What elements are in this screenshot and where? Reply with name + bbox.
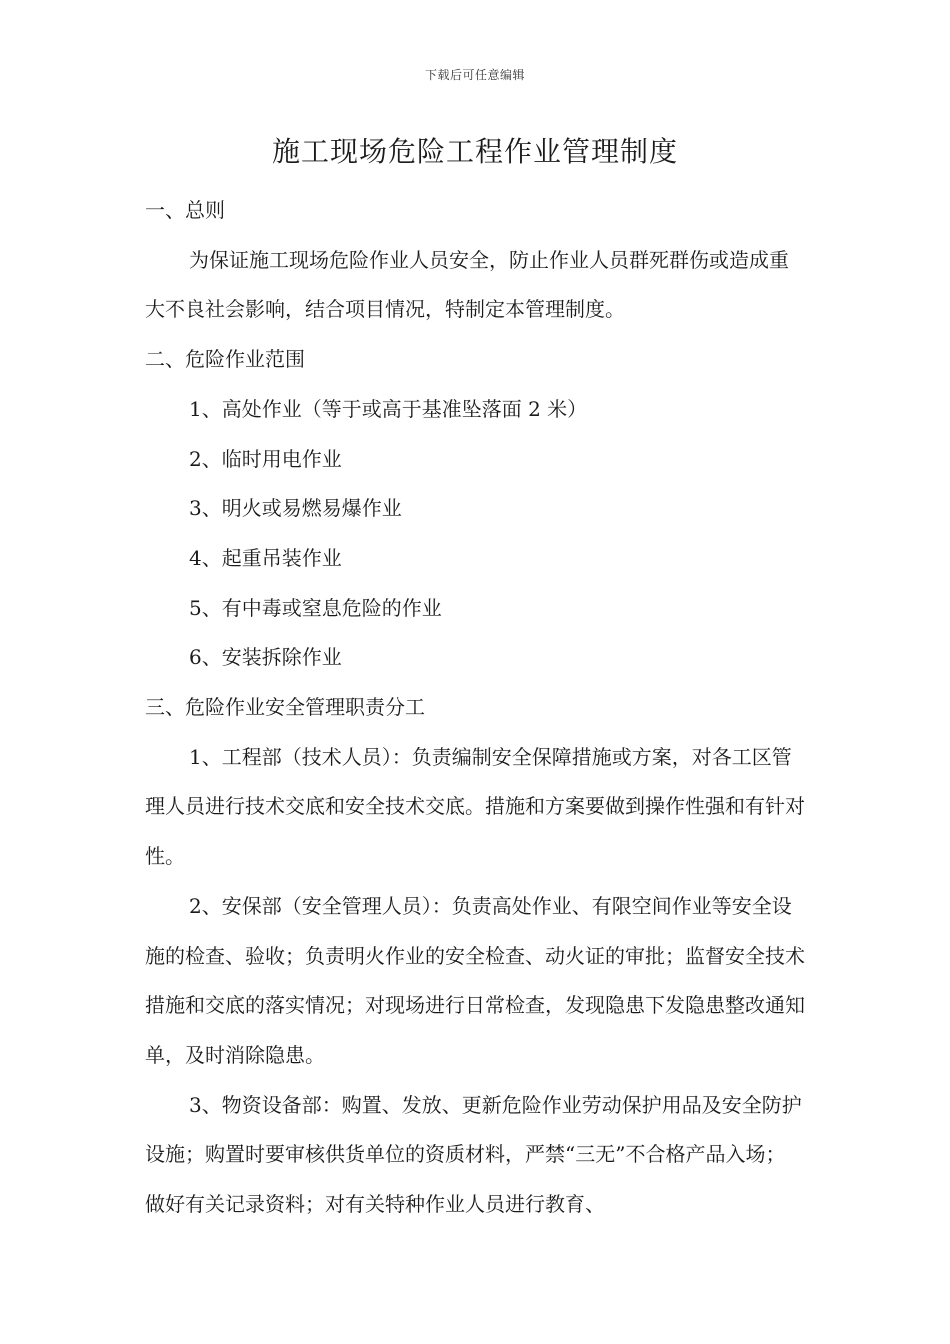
section-heading-responsibilities: 三、危险作业安全管理职责分工 xyxy=(145,695,425,720)
section-heading-general: 一、总则 xyxy=(145,198,225,222)
responsibility-paragraph: 3、物资设备部：购置、发放、更新危险作业劳动保护用品及安全防护设施；购置时要审核供货单位的资质材料，严禁“三无”不合格产品入场；做好有关记录资料；对有关特种作业人员进行教育、 xyxy=(145,1092,802,1217)
scope-item: 1、高处作业（等于或高于基准坠落面 2 米） xyxy=(189,396,588,421)
general-paragraph: 为保证施工现场危险作业人员安全，防止作业人员群死群伤或造成重大不良社会影响，结合项目情况，特制定本管理制度。 xyxy=(145,247,789,322)
responsibility-paragraph: 2、安保部（安全管理人员）：负责高处作业、有限空间作业等安全设施的检查、验收；负责明火作业的安全检查、动火证的审批；监督安全技术措施和交底的落实情况；对现场进行日常检查，发现隐患下发隐患整改通知单，及时消除隐患。 xyxy=(145,893,805,1067)
scope-item: 2、临时用电作业 xyxy=(189,446,342,471)
responsibility-paragraph: 1、工程部（技术人员）：负责编制安全保障措施或方案，对各工区管理人员进行技术交底和安全技术交底。措施和方案要做到操作性强和有针对性。 xyxy=(145,744,805,869)
section-heading-scope: 二、危险作业范围 xyxy=(145,347,305,372)
scope-item: 6、安装拆除作业 xyxy=(189,645,342,670)
scope-item: 3、明火或易燃易爆作业 xyxy=(189,496,402,521)
document-title: 施工现场危险工程作业管理制度 xyxy=(271,135,678,168)
document-body xyxy=(145,186,805,1230)
header-note: 下载后可任意编辑 xyxy=(424,68,525,82)
scope-item: 5、有中毒或窒息危险的作业 xyxy=(189,595,442,620)
scope-item: 4、起重吊装作业 xyxy=(189,545,342,570)
